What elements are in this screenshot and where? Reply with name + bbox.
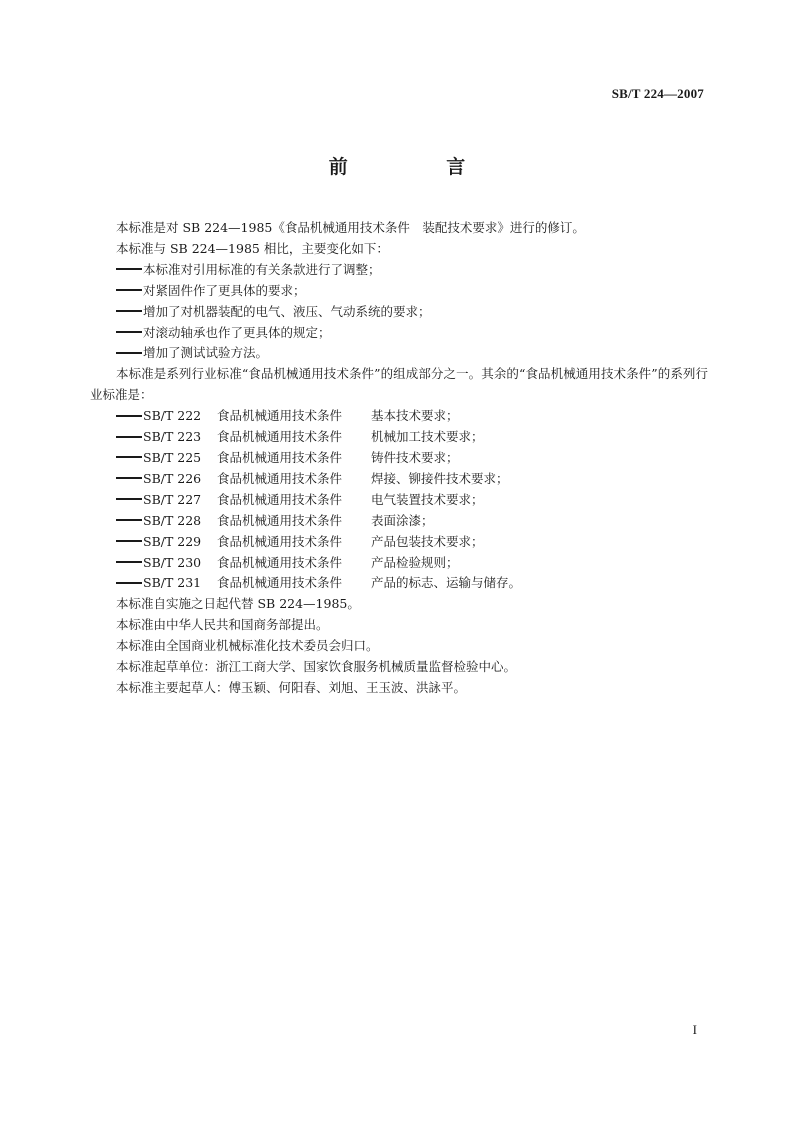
dash-mark [116,561,142,563]
series-item [90,448,708,469]
series-name: 食品机械通用技术条件 [217,429,343,445]
series-name: 食品机械通用技术条件 [217,470,343,486]
series-name: 食品机械通用技术条件 [217,575,343,591]
series-name: 食品机械通用技术条件 [217,408,343,424]
change-item: 对紧固件作了更具体的要求； [90,281,708,302]
series-item [90,490,708,511]
paragraph-replacement: 本标准自实施之日起代替 SB 224—1985。 [116,596,360,612]
series-name: 食品机械通用技术条件 [217,512,343,528]
paragraph-revision: 本标准是对 SB 224—1985《食品机械通用技术条件 装配技术要求》进行的修订。 [116,220,585,235]
series-name: 食品机械通用技术条件 [217,533,343,549]
series-name: 食品机械通用技术条件 [217,491,343,507]
dash-mark [116,519,142,521]
series-part: 机械加工技术要求； [371,429,484,445]
series-part: 表面涂漆； [371,512,434,528]
paragraph-proposer: 本标准由中华人民共和国商务部提出。 [116,617,329,633]
series-code: SB/T 227 [143,491,202,507]
series-part: 基本技术要求； [371,408,459,424]
dash-mark [116,268,142,270]
series-name: 食品机械通用技术条件 [217,554,343,570]
page-title: 前 言 [328,156,512,178]
series-item [90,573,708,594]
series-code: SB/T 225 [143,449,202,465]
series-part: 产品包装技术要求； [371,533,484,549]
page-number: I [692,1022,697,1037]
paragraph-drafters: 本标准主要起草人：傅玉颖、何阳春、刘旭、王玉波、洪詠平。 [116,679,467,695]
dash-mark [116,477,142,479]
dash-mark [116,436,142,438]
dash-mark [116,415,142,417]
change-item: 本标准对引用标准的有关条款进行了调整； [90,260,708,281]
dash-mark [116,498,142,500]
series-part: 电气装置技术要求； [371,491,484,507]
series-name: 食品机械通用技术条件 [217,449,343,465]
series-code: SB/T 230 [143,554,202,570]
paragraph-changes-intro: 本标准与 SB 224—1985 相比，主要变化如下： [116,240,389,256]
dash-mark [116,456,142,458]
series-part: 产品检验规则； [371,554,459,570]
dash-mark [116,331,142,333]
standard-code: SB/T 224—2007 [611,86,704,101]
series-item [90,511,708,532]
series-part: 焊接、铆接件技术要求； [371,470,509,486]
change-item: 增加了对机器装配的电气、液压、气动系统的要求； [90,302,708,323]
series-part: 铸件技术要求； [371,449,459,465]
paragraph-committee: 本标准由全国商业机械标准化技术委员会归口。 [116,638,379,654]
series-code: SB/T 231 [143,575,202,591]
dash-mark [116,540,142,542]
series-item [90,406,708,427]
series-part: 产品的标志、运输与储存。 [371,575,522,591]
document-body [90,218,708,699]
series-code: SB/T 223 [143,429,202,445]
series-code: SB/T 229 [143,533,202,549]
dash-mark [116,289,142,291]
dash-mark [116,310,142,312]
paragraph-drafting-units: 本标准起草单位：浙江工商大学、国家饮食服务机械质量监督检验中心。 [116,659,517,675]
paragraph-series-intro: 本标准是系列行业标准“食品机械通用技术条件”的组成部分之一。其余的“食品机械通用技术条件”的系列行业标准是： [90,366,708,403]
series-item [90,532,708,553]
dash-mark [116,582,142,584]
series-code: SB/T 228 [143,512,202,528]
series-item [90,427,708,448]
change-item: 增加了测试试验方法。 [90,343,708,364]
series-code: SB/T 226 [143,470,202,486]
series-code: SB/T 222 [143,408,202,424]
series-item [90,553,708,574]
series-item [90,469,708,490]
dash-mark [116,352,142,354]
change-item: 对滚动轴承也作了更具体的规定； [90,323,708,344]
